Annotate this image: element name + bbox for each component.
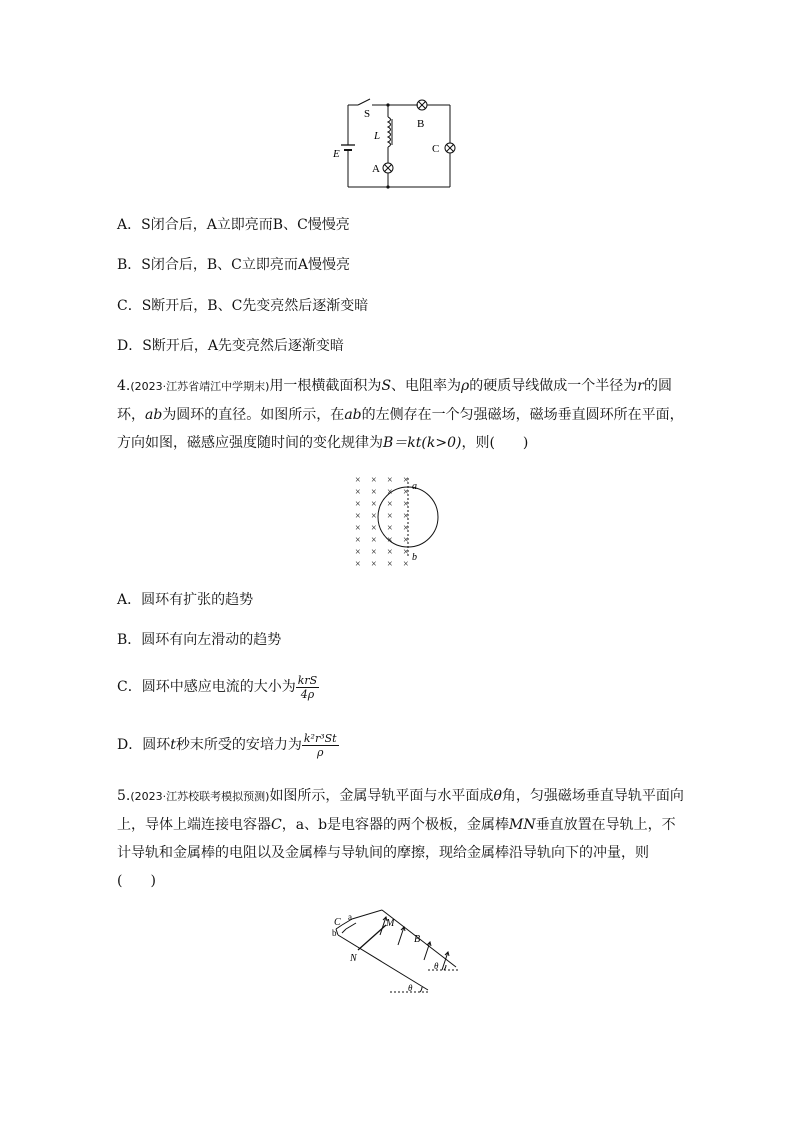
field-cross: × bbox=[403, 547, 409, 558]
label-l: L bbox=[374, 130, 381, 142]
field-cross: × bbox=[355, 499, 361, 510]
q3-option-b: B．S闭合后，B、C立即亮而A慢慢亮 bbox=[117, 257, 350, 273]
fraction-d: $\frac{\text{k²r³St}}{\rho}$ bbox=[303, 731, 337, 759]
label-n: N bbox=[350, 953, 357, 964]
field-cross: × bbox=[371, 547, 377, 558]
field-cross: × bbox=[403, 487, 409, 498]
label-s: S bbox=[364, 108, 371, 120]
field-cross: × bbox=[371, 559, 377, 570]
fraction-c: $\frac{\text{krS}}{4\rho}$ bbox=[297, 673, 318, 701]
field-crosses bbox=[355, 475, 409, 570]
label-a: A bbox=[372, 163, 380, 175]
q4-option-d: D．圆环t秒末所受的安培力为 $\frac{\text{k²r³St}}{\rho}$ bbox=[117, 731, 337, 759]
field-cross: × bbox=[371, 523, 377, 534]
field-cross: × bbox=[371, 475, 377, 486]
magnetic-ring-figure bbox=[345, 472, 450, 572]
label-theta-1: θ bbox=[434, 961, 439, 971]
label-b: b bbox=[332, 928, 337, 938]
label-b: B bbox=[417, 118, 425, 130]
field-cross: × bbox=[371, 487, 377, 498]
label-a: a bbox=[348, 912, 352, 922]
label-field-b: B bbox=[414, 934, 421, 945]
q5-stem: 5.(2023·江苏校联考模拟预测)如图所示，金属导轨平面与水平面成θ角，匀强磁场垂直导轨平面向上，导体上端连接电容器C，a、b是电容器的两个极板，金属棒MN垂直放置在导轨上，不计导轨和金属棒的电阻以及金属棒与导轨间的摩擦，现给金属棒沿导轨向下的冲量，则( ) bbox=[117, 788, 684, 889]
field-cross: × bbox=[403, 511, 409, 522]
label-b: b bbox=[412, 552, 417, 563]
field-cross: × bbox=[387, 475, 393, 486]
field-cross: × bbox=[355, 559, 361, 570]
field-cross: × bbox=[403, 559, 409, 570]
q4-stem: 4.(2023·江苏省靖江中学期末)用一根横截面积为S、电阻率为ρ的硬质导线做成一个半径为r的圆环，ab为圆环的直径。如图所示，在ab的左侧存在一个匀强磁场，磁场垂直圆环所在平面，方向如图，磁感应强度随时间的变化规律为B＝kt(k>0)，则( ) bbox=[117, 378, 684, 451]
field-cross: × bbox=[371, 535, 377, 546]
field-cross: × bbox=[387, 535, 393, 546]
field-cross: × bbox=[355, 487, 361, 498]
field-cross: × bbox=[387, 547, 393, 558]
field-cross: × bbox=[387, 559, 393, 570]
field-cross: × bbox=[403, 523, 409, 534]
field-cross: × bbox=[355, 475, 361, 486]
field-cross: × bbox=[371, 511, 377, 522]
field-cross: × bbox=[387, 487, 393, 498]
field-cross: × bbox=[355, 535, 361, 546]
q4-option-c: C．圆环中感应电流的大小为 $\frac{\text{krS}}{4\rho}$ bbox=[117, 673, 318, 701]
q3-option-a: A．S闭合后，A立即亮而B、C慢慢亮 bbox=[117, 217, 350, 233]
field-cross: × bbox=[355, 511, 361, 522]
q4-option-a: A．圆环有扩张的趋势 bbox=[117, 592, 254, 608]
field-cross: × bbox=[403, 475, 409, 486]
field-cross: × bbox=[403, 535, 409, 546]
q3-option-d: D．S断开后，A先变亮然后逐渐变暗 bbox=[117, 338, 344, 354]
label-c: C bbox=[432, 143, 440, 155]
field-cross: × bbox=[355, 523, 361, 534]
label-m: M bbox=[386, 918, 395, 929]
field-cross: × bbox=[371, 499, 377, 510]
field-cross: × bbox=[387, 523, 393, 534]
circuit-figure bbox=[330, 95, 470, 195]
incline-rails-figure bbox=[328, 905, 468, 1000]
label-a: a bbox=[412, 481, 417, 492]
q3-option-c: C．S断开后，B、C先变亮然后逐渐变暗 bbox=[117, 298, 369, 314]
label-e: E bbox=[333, 148, 340, 160]
field-cross: × bbox=[355, 547, 361, 558]
q4-option-b: B．圆环有向左滑动的趋势 bbox=[117, 632, 282, 648]
label-theta-2: θ bbox=[408, 983, 413, 993]
label-c: C bbox=[334, 917, 341, 928]
field-cross: × bbox=[387, 511, 393, 522]
field-cross: × bbox=[403, 499, 409, 510]
field-cross: × bbox=[387, 499, 393, 510]
